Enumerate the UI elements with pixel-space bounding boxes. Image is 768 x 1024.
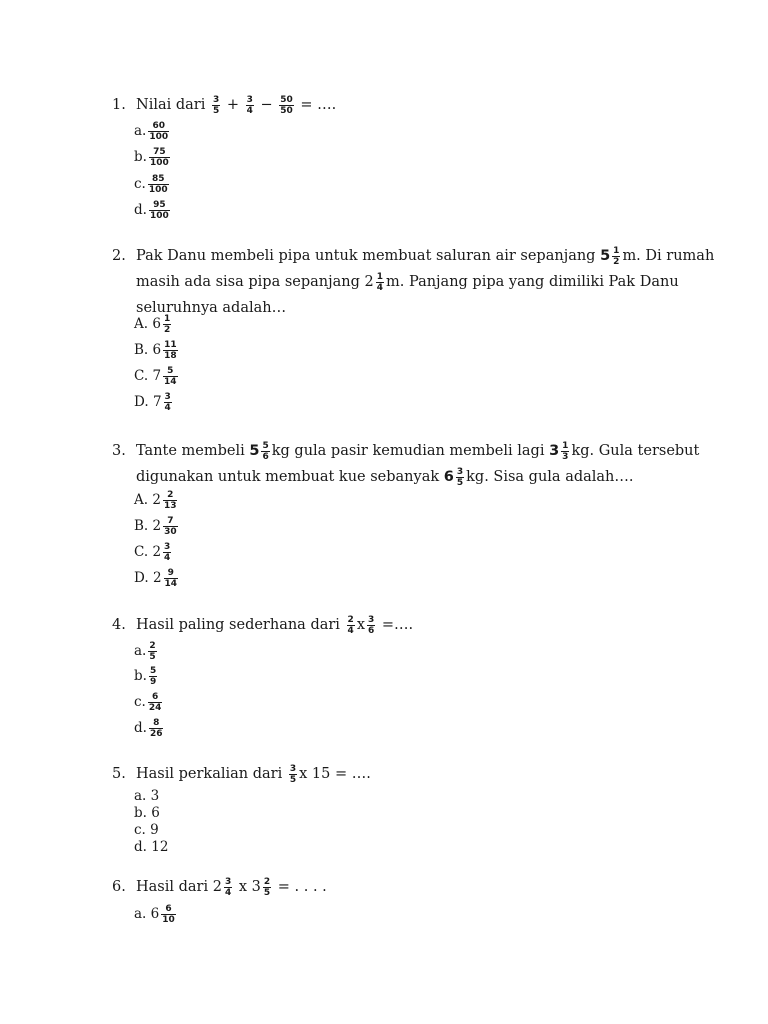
denominator: 2 bbox=[163, 325, 171, 335]
denominator: 18 bbox=[164, 351, 177, 361]
numerator: 1 bbox=[613, 245, 620, 256]
denominator: 6 bbox=[368, 625, 375, 636]
denominator: 5 bbox=[263, 887, 271, 898]
fraction bbox=[163, 366, 178, 387]
fraction bbox=[163, 340, 178, 361]
whole-number: 3 bbox=[549, 443, 560, 459]
denominator: 5 bbox=[456, 477, 464, 488]
option-a[interactable] bbox=[134, 490, 179, 511]
option-letter: A. bbox=[134, 492, 149, 508]
numerator: 3 bbox=[224, 876, 232, 887]
operator: x bbox=[356, 617, 365, 633]
option-d[interactable] bbox=[134, 568, 180, 589]
numerator: 9 bbox=[167, 568, 174, 578]
option-letter: c. bbox=[134, 694, 146, 710]
numerator: 5 bbox=[167, 366, 174, 376]
option-value: 6 bbox=[151, 805, 160, 821]
option-letter: d. bbox=[134, 720, 147, 736]
option-d[interactable] bbox=[134, 718, 165, 739]
numerator: 3 bbox=[246, 94, 253, 105]
denominator: 4 bbox=[224, 887, 232, 898]
stem-text: m. Di rumah bbox=[622, 248, 715, 264]
whole-number: 2 bbox=[364, 274, 374, 290]
option-letter: d. bbox=[134, 839, 147, 855]
operator: − bbox=[260, 97, 273, 113]
fraction bbox=[224, 877, 232, 898]
option-value: 9 bbox=[150, 822, 159, 838]
option-c[interactable] bbox=[134, 692, 164, 713]
option-d[interactable] bbox=[134, 200, 172, 221]
numerator: 60 bbox=[152, 121, 165, 131]
option-letter: A. bbox=[134, 316, 149, 332]
stem-text: Hasil perkalian dari bbox=[136, 766, 283, 782]
numerator: 3 bbox=[212, 94, 220, 105]
option-letter: B. bbox=[134, 518, 149, 534]
option-a[interactable] bbox=[134, 904, 178, 925]
fraction bbox=[246, 95, 254, 116]
whole-number: 6 bbox=[152, 342, 162, 358]
stem-text: Nilai dari bbox=[136, 97, 206, 113]
numerator: 50 bbox=[280, 94, 293, 105]
denominator: 100 bbox=[148, 185, 168, 195]
option-value: 12 bbox=[151, 839, 169, 855]
denominator: 2 bbox=[613, 256, 620, 267]
denominator: 100 bbox=[149, 158, 169, 168]
option-letter: c. bbox=[134, 176, 146, 192]
fraction bbox=[289, 764, 297, 785]
fraction bbox=[163, 516, 178, 537]
stem-text: kg gula pasir kemudian membeli lagi bbox=[271, 443, 545, 459]
denominator: 4 bbox=[164, 553, 171, 563]
denominator: 10 bbox=[162, 915, 175, 925]
stem-text: Tante membeli bbox=[136, 443, 245, 459]
whole-number: 5 bbox=[600, 248, 611, 264]
denominator: 14 bbox=[164, 377, 177, 387]
denominator: 30 bbox=[164, 527, 177, 537]
denominator: 5 bbox=[289, 774, 297, 785]
numerator: 5 bbox=[262, 440, 269, 451]
option-a[interactable] bbox=[134, 314, 173, 335]
stem-text: seluruhnya adalah… bbox=[136, 300, 287, 316]
fraction bbox=[163, 314, 171, 335]
numerator: 3 bbox=[368, 614, 375, 625]
fraction bbox=[148, 641, 156, 662]
option-letter: C. bbox=[134, 368, 149, 384]
whole-number: 6 bbox=[152, 316, 161, 332]
fraction bbox=[148, 692, 163, 713]
numerator: 85 bbox=[151, 174, 165, 184]
numerator: 75 bbox=[153, 147, 166, 157]
fraction bbox=[164, 568, 179, 589]
fraction bbox=[149, 147, 170, 168]
option-letter: d. bbox=[134, 202, 147, 218]
option-value: 3 bbox=[150, 788, 160, 804]
option-c[interactable] bbox=[134, 542, 173, 563]
fraction bbox=[367, 615, 375, 636]
denominator: 3 bbox=[562, 451, 569, 462]
option-letter: a. bbox=[134, 123, 147, 139]
stem-text: kg. Gula tersebut bbox=[571, 443, 700, 459]
fraction bbox=[279, 95, 294, 116]
fraction bbox=[612, 246, 620, 267]
fraction bbox=[261, 441, 269, 462]
fraction bbox=[149, 200, 170, 221]
fraction bbox=[263, 877, 271, 898]
denominator: 6 bbox=[262, 451, 269, 462]
fraction bbox=[148, 174, 169, 195]
whole-number: 5 bbox=[249, 443, 260, 459]
stem-text: = . . . . bbox=[277, 879, 327, 895]
question-number: 6. bbox=[112, 879, 126, 895]
denominator: 14 bbox=[164, 579, 178, 589]
whole-number: 6 bbox=[443, 469, 454, 485]
numerator: 2 bbox=[167, 490, 174, 500]
question-number: 1. bbox=[112, 97, 126, 113]
stem-text: =…. bbox=[381, 617, 414, 633]
whole-number: 6 bbox=[150, 906, 160, 922]
fraction bbox=[164, 392, 172, 413]
stem-text: x 15 = …. bbox=[299, 766, 371, 782]
whole-number: 7 bbox=[152, 368, 162, 384]
option-letter: c. bbox=[134, 822, 146, 838]
fraction bbox=[212, 95, 220, 116]
whole-number: 2 bbox=[152, 492, 161, 508]
option-letter: a. bbox=[134, 906, 147, 922]
stem-text: masih ada sisa pipa sepanjang bbox=[136, 274, 360, 290]
operator: + bbox=[226, 97, 239, 113]
option-letter: b. bbox=[134, 149, 147, 165]
denominator: 9 bbox=[149, 677, 157, 687]
numerator: 11 bbox=[164, 340, 177, 350]
option-b[interactable] bbox=[134, 340, 180, 361]
option-letter: D. bbox=[134, 394, 149, 410]
option-b[interactable] bbox=[134, 147, 172, 168]
denominator: 13 bbox=[163, 501, 177, 511]
numerator: 2 bbox=[347, 614, 354, 625]
option-letter: b. bbox=[134, 805, 147, 821]
whole-number: 2 bbox=[212, 879, 222, 895]
whole-number: 2 bbox=[152, 570, 162, 586]
question-number: 5. bbox=[112, 766, 126, 782]
denominator: 100 bbox=[149, 132, 169, 142]
option-c[interactable] bbox=[134, 174, 171, 195]
whole-number: 2 bbox=[152, 544, 162, 560]
option-d[interactable] bbox=[134, 392, 174, 413]
whole-number: 7 bbox=[152, 394, 162, 410]
option-a[interactable] bbox=[134, 788, 159, 804]
option-letter: C. bbox=[134, 544, 149, 560]
numerator: 1 bbox=[376, 271, 383, 282]
stem-text: = …. bbox=[300, 97, 337, 113]
fraction bbox=[163, 490, 178, 511]
question-number: 4. bbox=[112, 617, 126, 633]
stem-text: Pak Danu membeli pipa untuk membuat saluran air sepanjang bbox=[136, 248, 596, 264]
numerator: 5 bbox=[149, 666, 157, 676]
fraction bbox=[456, 467, 464, 488]
denominator: 4 bbox=[376, 282, 383, 293]
option-letter: B. bbox=[134, 342, 149, 358]
denominator: 5 bbox=[212, 105, 220, 116]
denominator: 4 bbox=[164, 403, 171, 413]
option-a[interactable] bbox=[134, 121, 171, 142]
numerator: 7 bbox=[167, 516, 174, 526]
option-b[interactable] bbox=[134, 666, 159, 687]
question-number: 3. bbox=[112, 443, 126, 459]
whole-number: 3 bbox=[251, 879, 261, 895]
fraction bbox=[376, 272, 384, 293]
numerator: 2 bbox=[149, 641, 156, 651]
option-letter: D. bbox=[134, 570, 149, 586]
fraction bbox=[161, 904, 176, 925]
denominator: 100 bbox=[149, 211, 169, 221]
option-d[interactable] bbox=[134, 839, 168, 855]
fraction bbox=[149, 666, 157, 687]
denominator: 50 bbox=[280, 105, 293, 116]
denominator: 4 bbox=[246, 105, 253, 116]
stem-text: m. Panjang pipa yang dimiliki Pak Danu bbox=[386, 274, 679, 290]
numerator: 3 bbox=[164, 392, 171, 402]
whole-number: 2 bbox=[152, 518, 162, 534]
option-b[interactable] bbox=[134, 805, 160, 821]
denominator: 26 bbox=[149, 729, 163, 739]
question-number: 2. bbox=[112, 248, 126, 264]
denominator: 4 bbox=[347, 625, 354, 636]
stem-text: kg. Sisa gula adalah…. bbox=[466, 469, 634, 485]
numerator: 3 bbox=[164, 542, 171, 552]
operator: x bbox=[238, 879, 248, 895]
numerator: 95 bbox=[153, 200, 166, 210]
numerator: 2 bbox=[263, 876, 271, 887]
option-letter: a. bbox=[134, 788, 147, 804]
fraction bbox=[561, 441, 569, 462]
option-a[interactable] bbox=[134, 641, 159, 662]
numerator: 6 bbox=[165, 904, 172, 914]
option-c[interactable] bbox=[134, 822, 159, 838]
option-b[interactable] bbox=[134, 516, 180, 537]
denominator: 24 bbox=[148, 703, 162, 713]
numerator: 1 bbox=[562, 440, 569, 451]
numerator: 3 bbox=[289, 763, 297, 774]
stem-text: Hasil paling sederhana dari bbox=[136, 617, 340, 633]
numerator: 1 bbox=[163, 314, 171, 324]
fraction bbox=[148, 121, 169, 142]
stem-text: digunakan untuk membuat kue sebanyak bbox=[136, 469, 440, 485]
option-letter: a. bbox=[134, 643, 147, 659]
fraction bbox=[149, 718, 164, 739]
option-letter: b. bbox=[134, 668, 147, 684]
numerator: 6 bbox=[151, 692, 159, 702]
numerator: 3 bbox=[456, 466, 464, 477]
option-c[interactable] bbox=[134, 366, 180, 387]
fraction bbox=[347, 615, 355, 636]
denominator: 5 bbox=[149, 652, 156, 662]
numerator: 8 bbox=[153, 718, 160, 728]
stem-text: Hasil dari bbox=[136, 879, 209, 895]
fraction bbox=[163, 542, 171, 563]
